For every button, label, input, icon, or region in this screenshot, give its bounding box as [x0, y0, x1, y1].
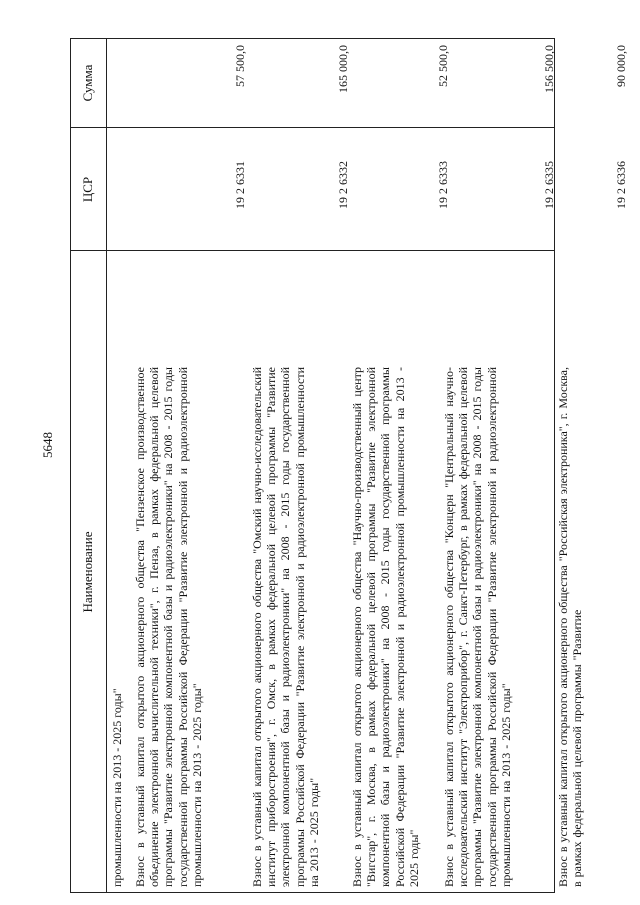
row-name: Взнос в уставный капитал открытого акционерного общества "Научно-производственный центр "Вигстар", г. Москва, в рамках федеральной целевой программы "Развитие электронной компонентной базы и радиоэлектроники" на 2008 - 2015 годы государственной программы Российской Федерации "Развитие электронной и радиоэлектронной промышленности на 2013 - 2025 годы"	[350, 367, 421, 887]
row-code: 19 2 6333	[436, 161, 450, 209]
row-code: 19 2 6331	[233, 161, 247, 209]
row-code: 19 2 6332	[336, 161, 350, 209]
row-name: Взнос в уставный капитал открытого акционерного общества "Концерн "Центральный научно-исследовательский институт "Электроприбор", г. Санкт-Петербург, в рамках федеральной целевой программы "Развитие электронной компонентной базы и радиоэлектроники" на 2008 - 2015 годы государственной программы Российской Федерации "Развитие электронной и радиоэлектронной промышленности на 2013 - 2025 годы"	[442, 367, 513, 887]
header-divider	[106, 38, 107, 893]
row-code: 19 2 6336	[614, 161, 628, 209]
column-divider	[70, 127, 555, 128]
row-sum: 165 000,0	[336, 45, 350, 93]
row-name: Взнос в уставный капитал открытого акционерного общества "Российская электроника", г. Москва, в рамках федеральной целевой программы "Развитие	[556, 367, 585, 887]
header-name: Наименование	[80, 531, 95, 613]
row-sum: 156 500,0	[542, 45, 556, 93]
budget-table	[70, 38, 628, 893]
rotated-table-sheet	[70, 38, 628, 893]
row-sum: 90 000,0	[614, 45, 628, 87]
row-name: Взнос в уставный капитал открытого акционерного общества "Пензенское производственное объединение электронной вычислительной техники", г. Пенза, в рамках федеральной целевой программы "Развитие электронной компонентной базы и радиоэлектроники" на 2008 - 2015 годы государственной программы Российской Федерации "Развитие электронной и радиоэлектронной промышленности на 2013 - 2025 годы"	[133, 367, 204, 887]
row-name: Взнос в уставный капитал открытого акционерного общества "Омский научно-исследовательский институт приборостроения", г. Омск, в рамках федеральной целевой программы "Развитие электронной компонентной базы и радиоэлектроники" на 2008 - 2015 годы государственной программы Российской Федерации "Развитие электронной и радиоэлектронной промышленности на 2013 - 2025 годы"	[250, 367, 321, 887]
header-code: ЦСР	[80, 176, 95, 203]
row-sum: 57 500,0	[233, 45, 247, 87]
column-divider	[70, 250, 555, 251]
row-sum: 52 500,0	[436, 45, 450, 87]
row-code: 19 2 6335	[542, 161, 556, 209]
carry-over-text: промышленности на 2013 - 2025 годы"	[110, 688, 124, 887]
header-sum: Сумма	[80, 64, 95, 102]
